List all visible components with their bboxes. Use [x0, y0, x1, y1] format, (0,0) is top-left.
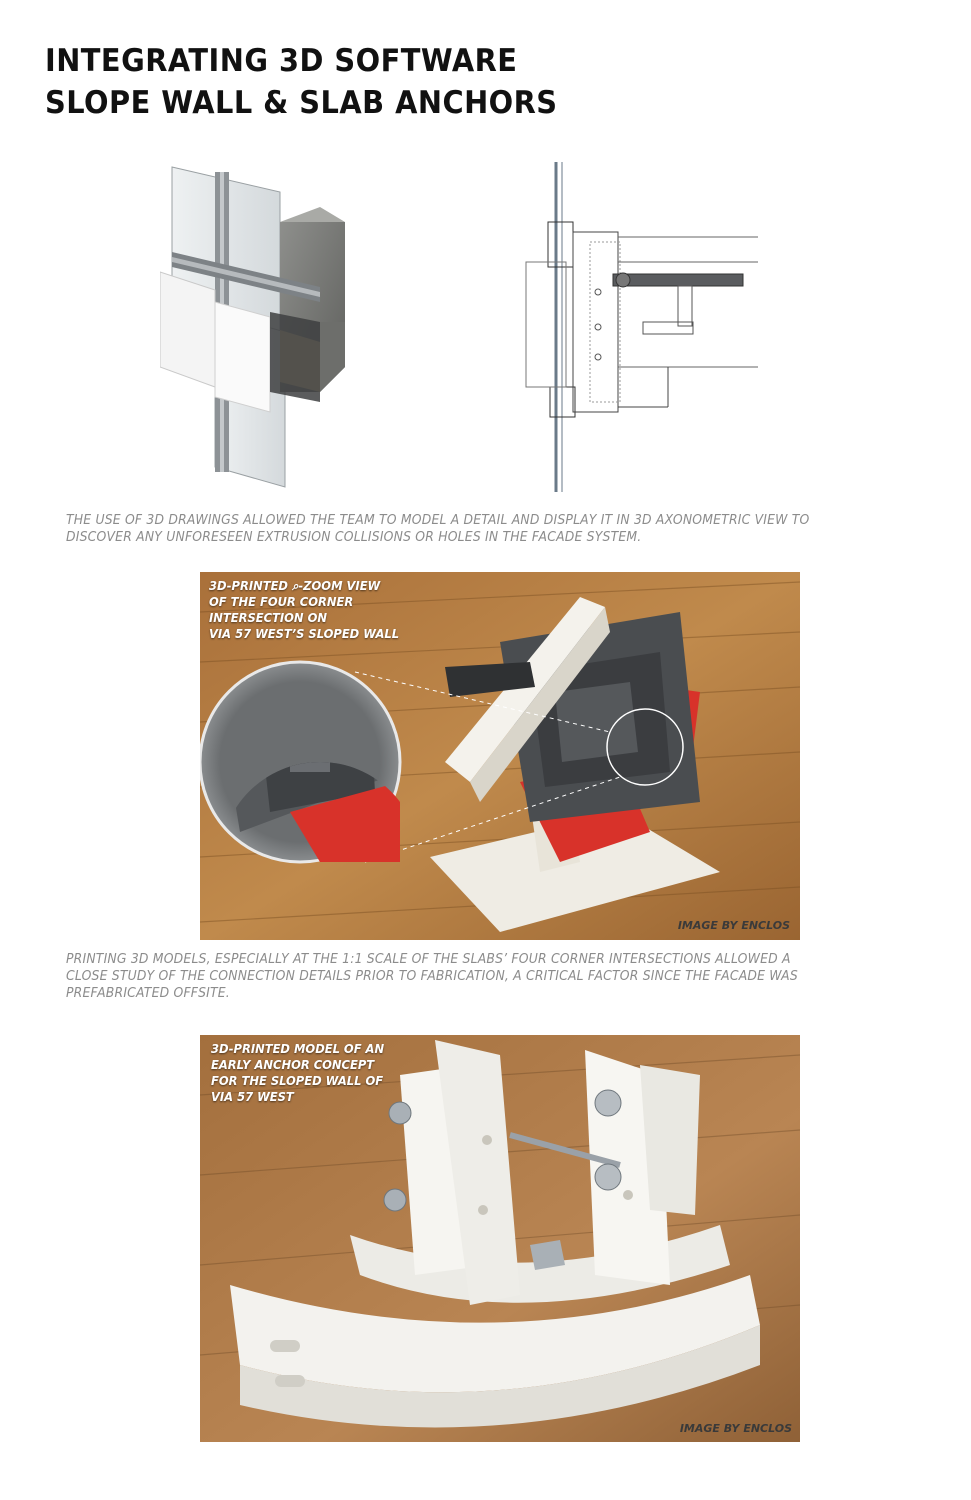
corner-intersection-photo — [200, 572, 800, 940]
photo2-overlay-line-4: VIA 57 WEST — [211, 1089, 294, 1104]
photo1-overlay-line-4: VIA 57 WEST’S SLOPED WALL — [209, 626, 400, 641]
section-drawing-image — [518, 162, 758, 492]
caption1-line-1: THE USE OF 3D DRAWINGS ALLOWED THE TEAM TO MODEL A DETAIL AND DISPLAY IT IN 3D AXONOMETRIC VIEW TO — [66, 512, 810, 528]
caption2-line-1: PRINTING 3D MODELS, ESPECIALLY AT THE 1:1 SCALE OF THE SLABS’ FOUR CORNER INTERSECTIONS ALLOWED A — [66, 951, 791, 967]
caption-printing-3d-models — [66, 951, 857, 1002]
photo2-overlay-text — [211, 1041, 384, 1105]
photo1-overlay-line-3: INTERSECTION ON — [209, 610, 327, 625]
photo1-overlay-line-1: 3D-PRINTED ⌕-ZOOM VIEW — [209, 578, 381, 593]
photo2-overlay-line-2: EARLY ANCHOR CONCEPT — [211, 1057, 375, 1072]
photo2-overlay-line-1: 3D-PRINTED MODEL OF AN — [211, 1041, 385, 1056]
anchor-concept-photo — [200, 1035, 800, 1442]
photo2-overlay-line-3: FOR THE SLOPED WALL OF — [211, 1073, 384, 1088]
caption1-line-2: DISCOVER ANY UNFORESEEN EXTRUSION COLLISIONS OR HOLES IN THE FACADE SYSTEM. — [66, 529, 642, 545]
caption-3d-drawings — [66, 512, 857, 546]
photo1-overlay-line-2: OF THE FOUR CORNER — [209, 594, 354, 609]
photo1-overlay-text — [209, 578, 399, 642]
title-line-1: INTEGRATING 3D SOFTWARE — [45, 43, 518, 79]
photo1-credit: IMAGE BY ENCLOS — [677, 919, 790, 932]
photo2-credit: IMAGE BY ENCLOS — [679, 1422, 792, 1435]
caption2-line-2: CLOSE STUDY OF THE CONNECTION DETAILS PRIOR TO FABRICATION, A CRITICAL FACTOR SINCE THE FACADE WAS — [66, 968, 798, 984]
caption2-line-3: PREFABRICATED OFFSITE. — [66, 985, 230, 1001]
page-title — [45, 40, 558, 124]
title-line-2: SLOPE WALL & SLAB ANCHORS — [45, 85, 558, 121]
axonometric-detail-image — [160, 162, 350, 492]
